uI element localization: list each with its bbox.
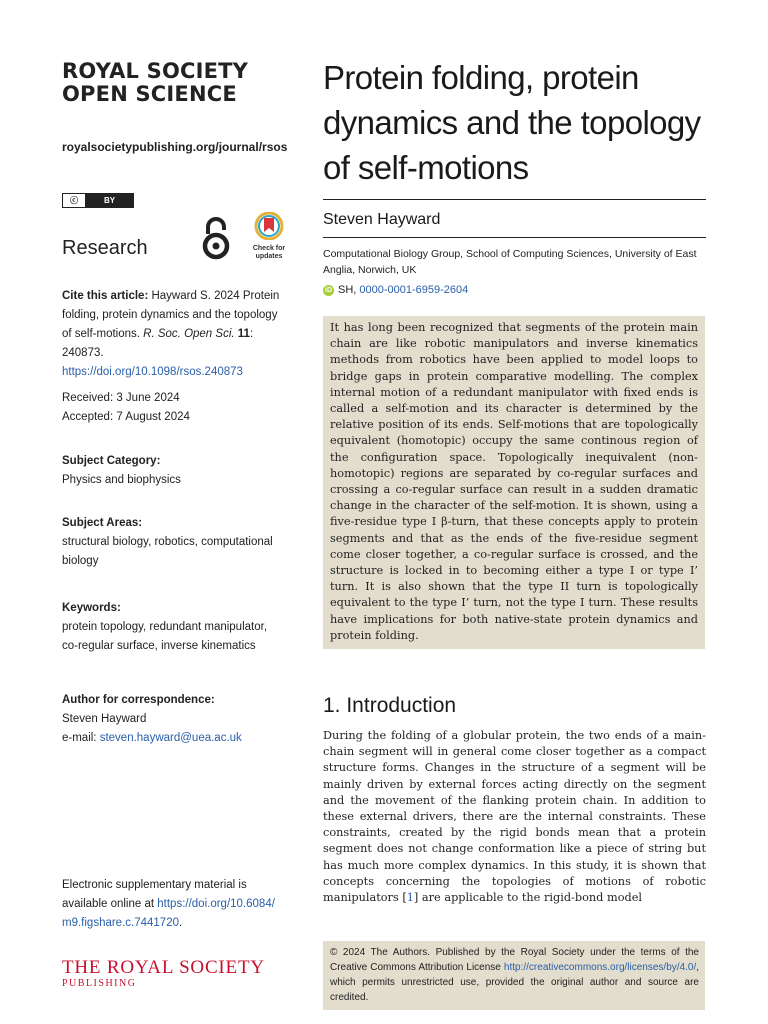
intro-text: During the folding of a globular protein, the two ends of a main-chain segment will in general come closer together as a compact structure forms. Changes in the structure of a segment will be mainly driven by external forces acting directly on the segment and the movement of the flanking protein chain. In addition to these external drivers, there are the internal constraints. These constraints, created by the rigid bonds mean that a protein segment does not change conformation like a piece of string but has much more complex dynamics. In this study, it is shown that concepts concerning the topologies of motions of robotic manipulators [ bbox=[323, 729, 706, 905]
abstract: It has long been recognized that segments of the protein main chain are like robotic manipulators and inverse kinematics methods from robotics have been applied to model loops to bridge gaps in protein comparative modelling. The complex internal motion of a redundant manipulator with fixed ends is called a self-motion and its character is determined by the relative position of its ends. Self-motions that are topologically equivalent (homotopic) occupy the same continous region of the configuration space. Topologically inequivalent (non-homotopic) regions are separated by co-regular surfaces and crossing a co-regular surface can result in a sudden dramatic change in the character of the self-motion. It is shown, using a five-residue type I β-turn, that these concepts apply to protein segments and that as the ends of the five-residue segment come closer together, a co-regular surface is crossed, and the structure is locked in to becoming either a type I or type I’ turn. It is also shown that the type II turn is topologically equivalent to the type I’ turn, not the type I turn. These results have implications for both native-state protein dynamics and protein folding. bbox=[323, 316, 705, 649]
affiliation: Computational Biology Group, School of Computing Sciences, University of East Anglia, Norwich, UK bbox=[323, 248, 697, 276]
subject-category-block bbox=[62, 452, 284, 490]
journal-name-line2: OPEN SCIENCE bbox=[62, 82, 237, 106]
intro-text-end: ] are applicable to the rigid-bond model bbox=[413, 891, 643, 905]
author-divider bbox=[323, 237, 706, 238]
cite-text: Hayward S. 2024 Protein folding, protein dynamics and the topology of self-motions. bbox=[62, 290, 280, 340]
dates-block bbox=[62, 389, 284, 427]
license-link[interactable]: http://creativecommons.org/licenses/by/4.0/ bbox=[503, 962, 697, 973]
check-updates-icon bbox=[253, 212, 285, 240]
cite-label: Cite this article: bbox=[62, 290, 149, 302]
supplementary-block bbox=[62, 876, 284, 933]
orcid-link[interactable]: 0000-0001-6959-2604 bbox=[359, 284, 469, 296]
publisher-line1: THE ROYAL SOCIETY bbox=[62, 957, 265, 978]
footer-text: © 2024 The Authors. Published by the Royal Society under the terms of the Creative Commons Attribution License bbox=[330, 947, 699, 973]
article-type: Research bbox=[62, 237, 148, 259]
cc-icon: ⓒ bbox=[63, 194, 86, 207]
section-heading: 1. Introduction bbox=[323, 694, 457, 717]
cc-license-badge[interactable] bbox=[62, 193, 134, 208]
publisher-line2: PUBLISHING bbox=[62, 978, 137, 989]
check-updates-line1: Check for bbox=[252, 245, 286, 252]
publisher-logo bbox=[62, 958, 265, 990]
subject-category-value: Physics and biophysics bbox=[62, 474, 181, 486]
cite-doi-link[interactable]: https://doi.org/10.1098/rsos.240873 bbox=[62, 366, 243, 378]
supplementary-link[interactable]: https://doi.org/10.6084/m9.figshare.c.7441720 bbox=[62, 898, 275, 929]
reference-link[interactable]: 1 bbox=[406, 891, 414, 905]
keywords-value: protein topology, redundant manipulator, co-regular surface, inverse kinematics bbox=[62, 621, 268, 652]
email-link[interactable]: steven.hayward@uea.ac.uk bbox=[99, 732, 242, 744]
article-title: Protein folding, protein dynamics and the topology of self-motions bbox=[323, 59, 701, 186]
orcid-icon: iD bbox=[325, 286, 332, 294]
correspondence-name: Steven Hayward bbox=[62, 713, 147, 725]
open-access-icon bbox=[200, 216, 232, 260]
subject-areas-block bbox=[62, 514, 284, 571]
keywords-block bbox=[62, 599, 284, 656]
author-name: Steven Hayward bbox=[323, 211, 441, 228]
check-updates-line2: updates bbox=[255, 253, 283, 260]
subject-category-label: Subject Category: bbox=[62, 455, 161, 467]
journal-name bbox=[62, 60, 292, 106]
title-divider bbox=[323, 199, 706, 200]
received-date: Received: 3 June 2024 bbox=[62, 392, 180, 404]
supplementary-text: Electronic supplementary material is available online at bbox=[62, 879, 247, 910]
footer-text-end: , which permits unrestricted use, provided the original author and source are credited. bbox=[330, 962, 699, 1003]
journal-name-line1: ROYAL SOCIETY bbox=[62, 59, 249, 83]
orcid-initials: SH, bbox=[338, 284, 360, 296]
subject-areas-label: Subject Areas: bbox=[62, 517, 143, 529]
cite-journal: R. Soc. Open Sci. bbox=[143, 328, 235, 340]
cite-pages: : 240873. bbox=[62, 328, 254, 359]
orcid-line bbox=[323, 284, 468, 296]
accepted-date: Accepted: 7 August 2024 bbox=[62, 411, 190, 423]
subject-areas-value: structural biology, robotics, computational biology bbox=[62, 536, 273, 567]
cc-by-label: BY bbox=[86, 194, 133, 207]
citation-block bbox=[62, 287, 284, 382]
correspondence-block bbox=[62, 691, 284, 748]
keywords-label: Keywords: bbox=[62, 602, 121, 614]
intro-paragraph bbox=[323, 728, 706, 906]
email-label: e-mail: bbox=[62, 732, 100, 744]
check-for-updates-button[interactable] bbox=[248, 212, 290, 260]
license-footer bbox=[323, 941, 705, 1010]
journal-url[interactable]: royalsocietypublishing.org/journal/rsos bbox=[62, 140, 288, 154]
cite-volume: 11 bbox=[237, 328, 250, 340]
supplementary-end: . bbox=[179, 917, 183, 929]
correspondence-label: Author for correspondence: bbox=[62, 694, 215, 706]
